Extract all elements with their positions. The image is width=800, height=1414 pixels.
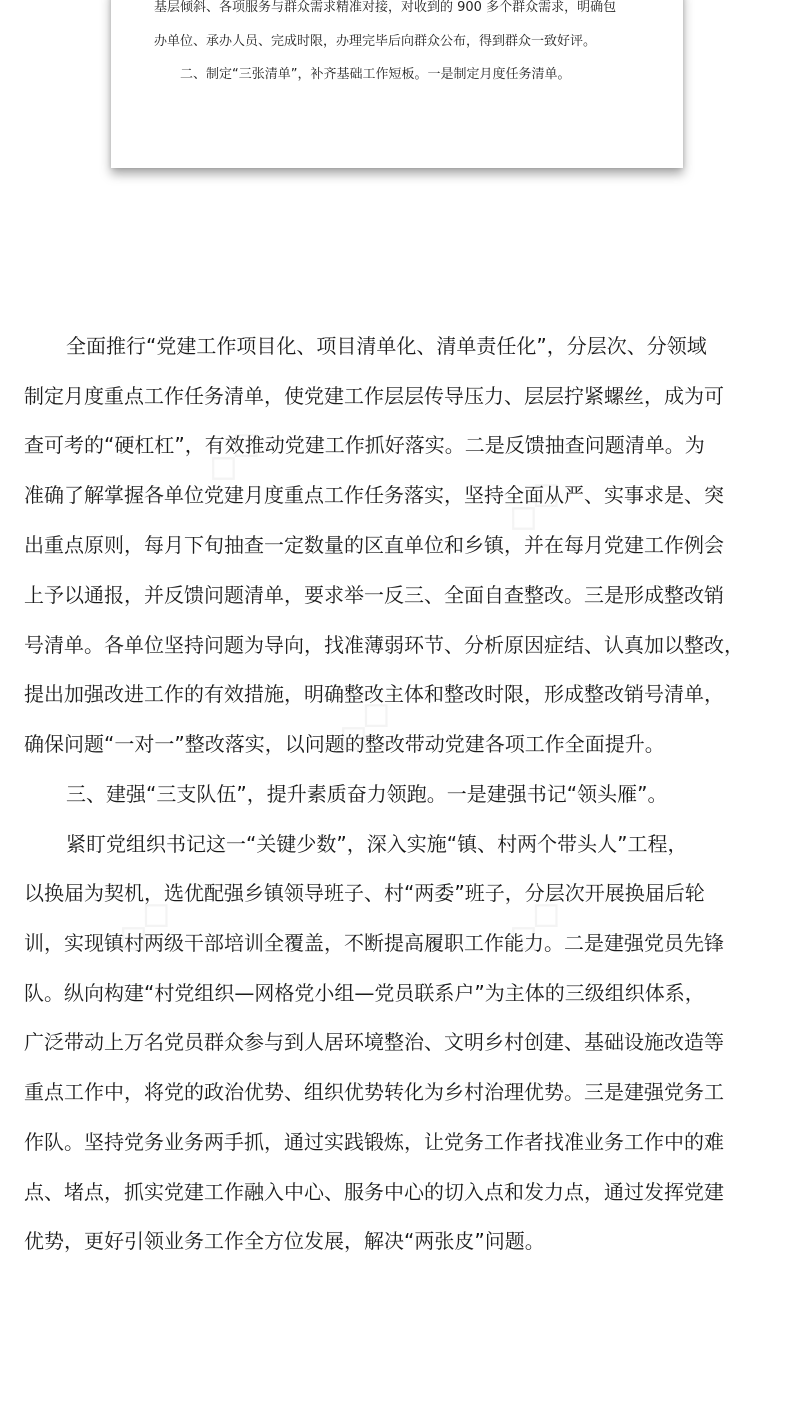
paragraph-line: 作队。坚持党务业务两手抓，通过实践锻炼，让党务工作者找准业务工作中的难 [24, 1130, 724, 1154]
paragraph-line: 准确了解掌握各单位党建月度重点工作任务落实，坚持全面从严、实事求是、突 [24, 483, 724, 507]
paragraph-line: 紧盯党组织书记这一“关键少数”，深入实施“镇、村两个带头人”工程， [66, 832, 688, 856]
card-text-line: 基层倾斜、各项服务与群众需求精准对接，对收到的 900 多个群众需求，明确包 [154, 0, 617, 15]
paragraph-line: 号清单。各单位坚持问题为导向，找准薄弱环节、分析原因症结、认真加以整改， [24, 633, 744, 657]
paragraph-line: 提出加强改进工作的有效措施，明确整改主体和整改时限，形成整改销号清单， [24, 682, 724, 706]
paragraph-line: 以换届为契机，选优配强乡镇领导班子、村“两委”班子，分层次开展换届后轮 [24, 881, 705, 905]
paragraph-line: 优势，更好引领业务工作全方位发展，解决“两张皮”问题。 [24, 1229, 545, 1253]
paragraph-line: 上予以通报，并反馈问题清单，要求举一反三、全面自查整改。三是形成整改销 [24, 583, 724, 607]
paragraph-line: 确保问题“一对一”整改落实，以问题的整改带动党建各项工作全面提升。 [24, 732, 665, 756]
paragraph-line: 全面推行“党建工作项目化、项目清单化、清单责任化”，分层次、分领域 [66, 334, 707, 358]
watermark: ◇◇ [492, 464, 573, 545]
paragraph-line: 点、堵点，抓实党建工作融入中心、服务中心的切入点和发力点，通过发挥党建 [24, 1180, 724, 1204]
paragraph-line: 队。纵向构建“村党组织—网格党小组—党员联系户”为主体的三级组织体系， [24, 981, 705, 1005]
paragraph-line: 重点工作中，将党的政治优势、组织优势转化为乡村治理优势。三是建强党务工 [24, 1080, 724, 1104]
paragraph-line: 制定月度重点工作任务清单，使党建工作层层传导压力、层层拧紧螺丝，成为可 [24, 384, 724, 408]
paragraph-line: 查可考的“硬杠杠”，有效推动党建工作抓好落实。二是反馈抽查问题清单。为 [24, 433, 705, 457]
paragraph-line: 出重点原则，每月下旬抽查一定数量的区直单位和乡镇，并在每月党建工作例会 [24, 533, 724, 557]
card-text-line: 办单位、承办人员、完成时限，办理完毕后向群众公布，得到群众一致好评。 [154, 34, 597, 49]
paragraph-line: 广泛带动上万名党员群众参与到人居环境整治、文明乡村创建、基础设施改造等 [24, 1030, 724, 1054]
card-text-line: 二、制定“三张清单”，补齐基础工作短板。一是制定月度任务清单。 [180, 67, 571, 82]
watermark: ◇◇ [322, 684, 403, 765]
watermark: ◇◇ [192, 414, 273, 495]
paragraph-line: 训，实现镇村两级干部培训全覆盖，不断提高履职工作能力。二是建强党员先锋 [24, 931, 724, 955]
watermark: ◇◇ [492, 884, 573, 965]
section-heading-line: 三、建强“三支队伍”，提升素质奋力领跑。一是建强书记“领头雁”。 [66, 782, 668, 806]
watermark: ◇◇ [102, 884, 183, 965]
